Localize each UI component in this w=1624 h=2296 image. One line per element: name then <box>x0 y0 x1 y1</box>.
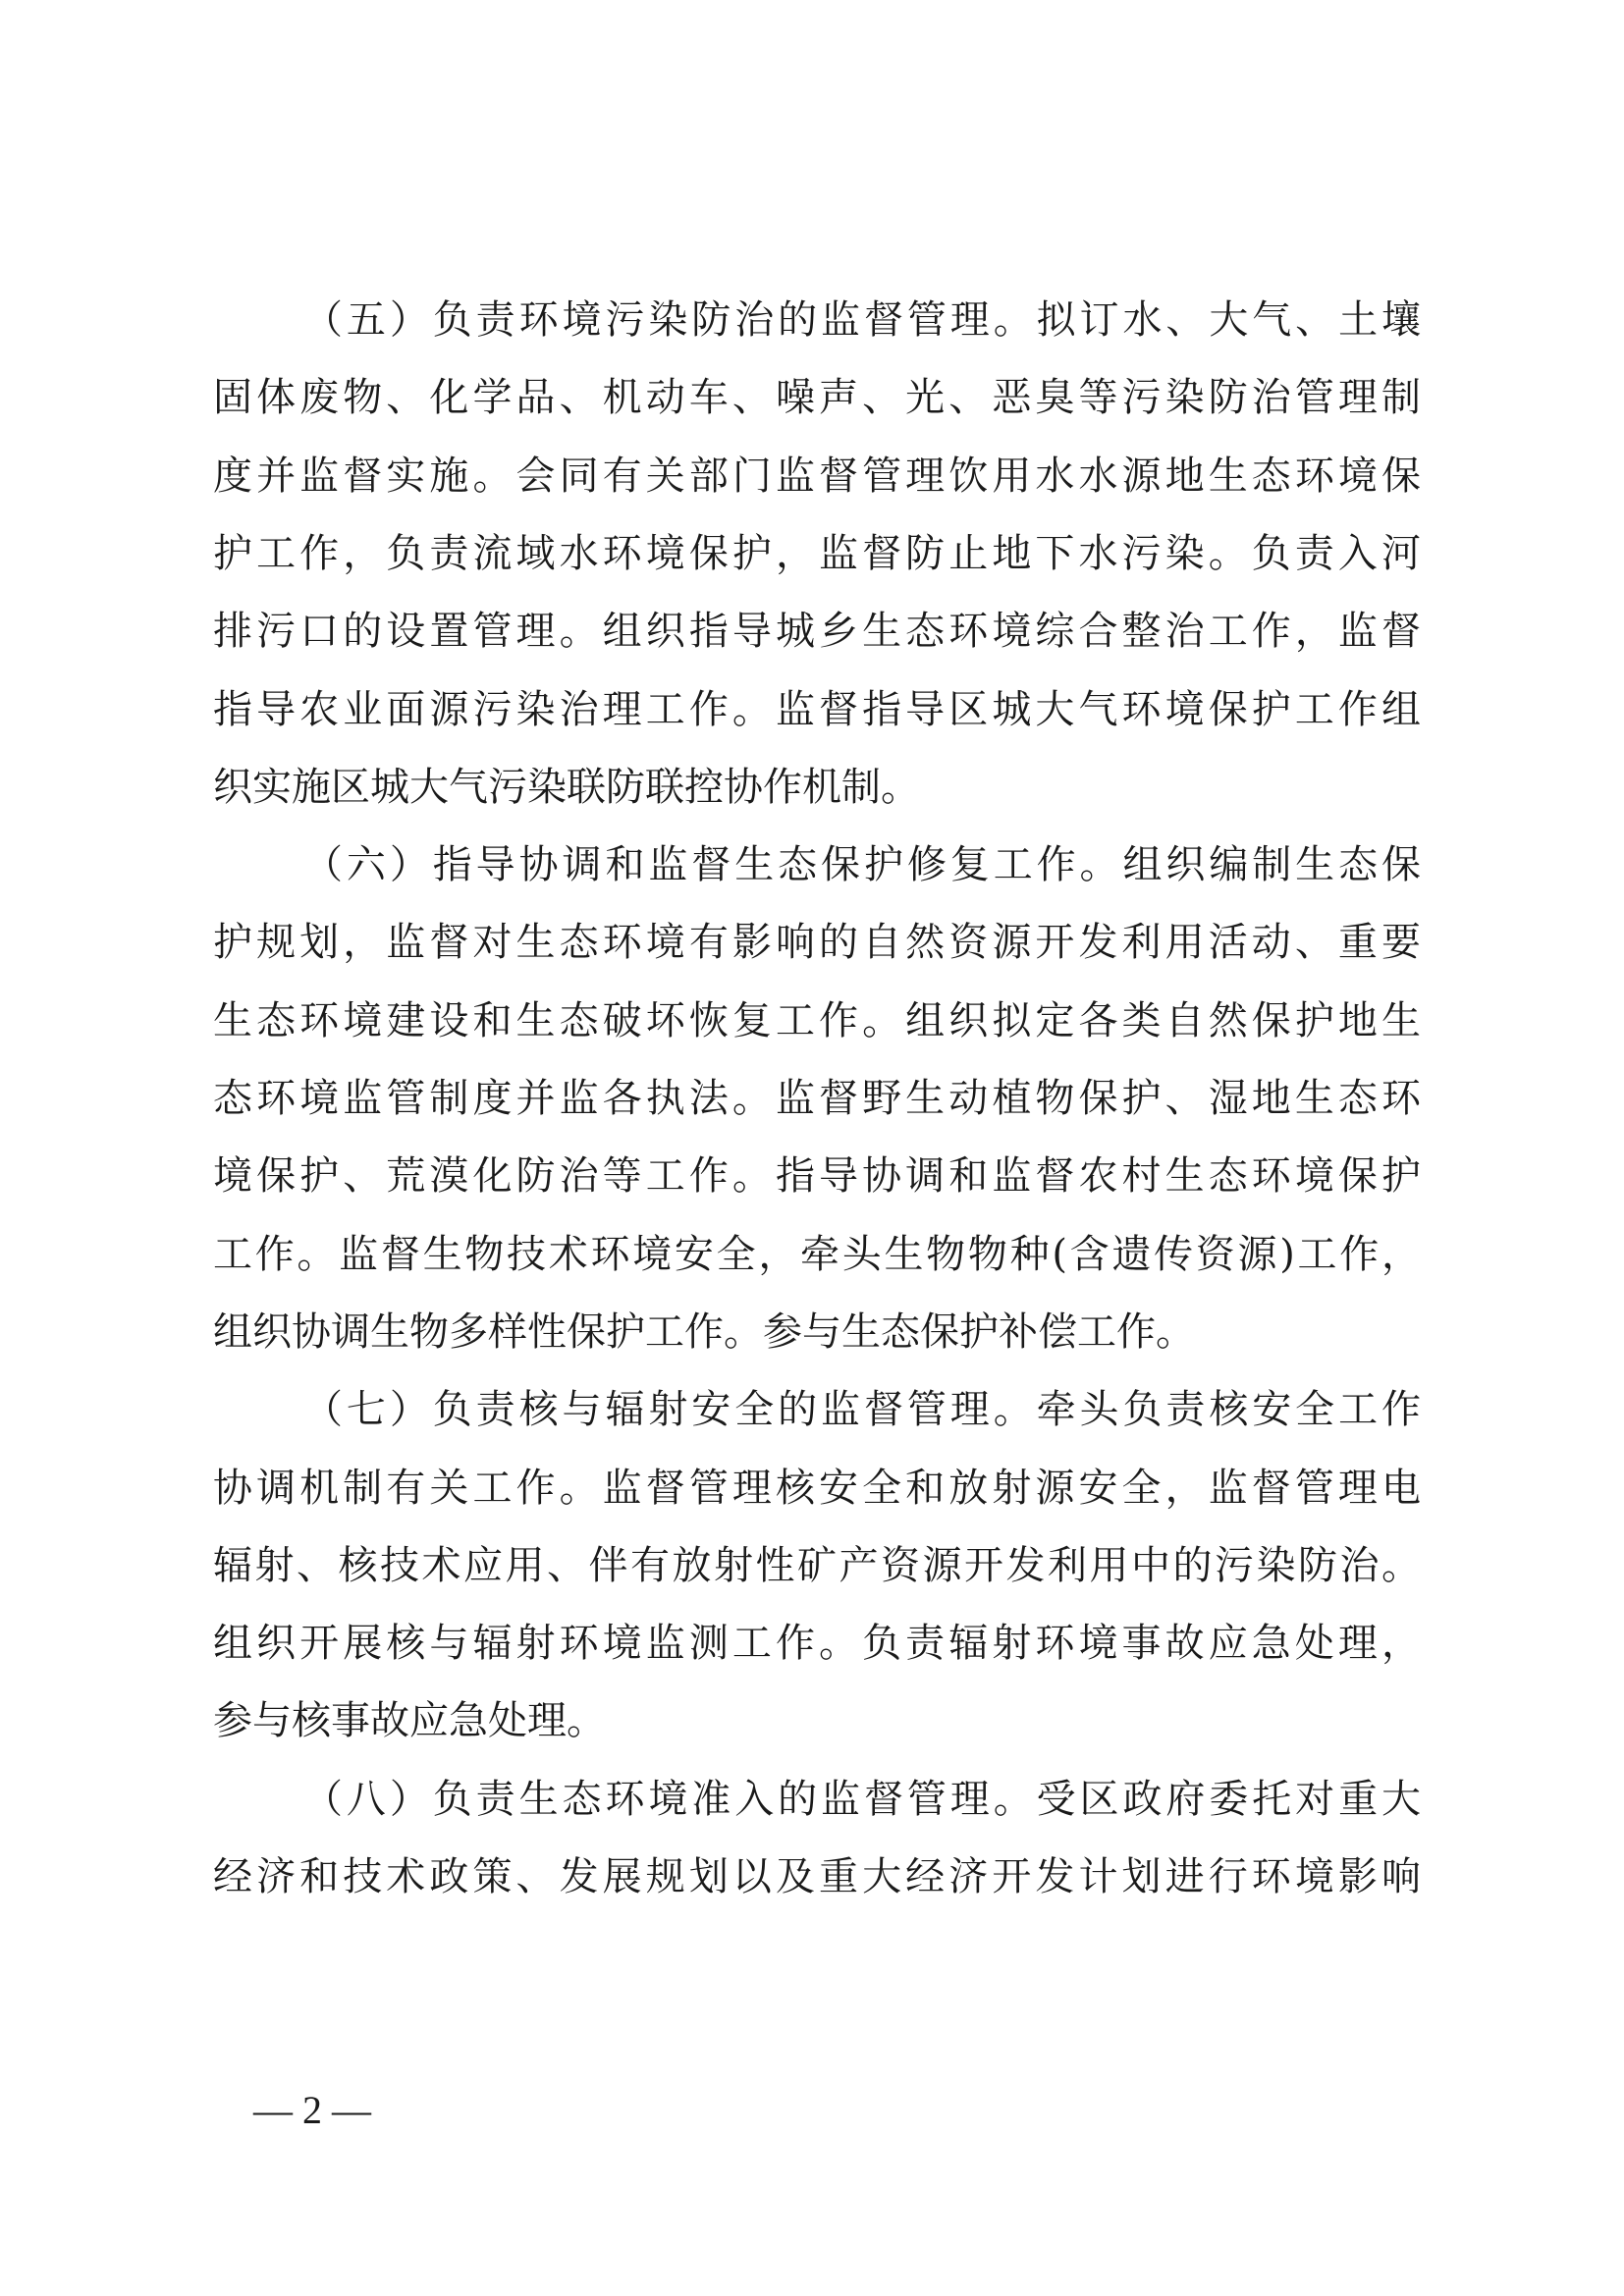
text-line: （七）负责核与辐射安全的监督管理。牵头负责核安全工作 <box>303 1387 1421 1433</box>
page-number: — 2 — <box>253 2088 371 2132</box>
text-line: 参与核事故应急处理。 <box>213 1698 606 1744</box>
text-line: 护规划，监督对生态环境有影响的自然资源开发利用活动、重要 <box>213 920 1421 966</box>
text-line: （五）负责环境污染防治的监督管理。拟订水、大气、土壤 <box>303 297 1421 343</box>
text-line: 组织开展核与辐射环境监测工作。负责辐射环境事故应急处理， <box>213 1621 1421 1667</box>
text-line: 指导农业面源污染治理工作。监督指导区城大气环境保护工作组 <box>213 686 1421 732</box>
text-line: 组织协调生物多样性保护工作。参与生态保护补偿工作。 <box>213 1308 1195 1355</box>
text-line: 工作。监督生物技术环境安全，牵头生物物种(含遗传资源)工作， <box>213 1231 1421 1277</box>
text-line: 协调机制有关工作。监督管理核安全和放射源安全，监督管理电 <box>213 1465 1421 1511</box>
text-line: 织实施区城大气污染联防联控协作机制。 <box>213 764 920 810</box>
text-line: 境保护、荒漠化防治等工作。指导协调和监督农村生态环境保护 <box>213 1153 1421 1200</box>
text-line: 态环境监管制度并监各执法。监督野生动植物保护、湿地生态环 <box>213 1076 1421 1121</box>
text-line: 护工作，负责流域水环境保护，监督防止地下水污染。负责入河 <box>213 530 1421 576</box>
text-line: 固体废物、化学品、机动车、噪声、光、恶臭等污染防治管理制 <box>213 375 1421 421</box>
text-line: （六）指导协调和监督生态保护修复工作。组织编制生态保 <box>303 842 1421 888</box>
text-line: （八）负责生态环境准入的监督管理。受区政府委托对重大 <box>303 1776 1421 1822</box>
text-line: 排污口的设置管理。组织指导城乡生态环境综合整治工作，监督 <box>213 609 1421 655</box>
text-line: 生态环境建设和生态破坏恢复工作。组织拟定各类自然保护地生 <box>213 997 1421 1043</box>
text-line: 经济和技术政策、发展规划以及重大经济开发计划进行环境影响 <box>213 1854 1421 1899</box>
text-line: 辐射、核技术应用、伴有放射性矿产资源开发利用中的污染防治。 <box>213 1542 1421 1588</box>
text-line: 度并监督实施。会同有关部门监督管理饮用水水源地生态环境保 <box>213 453 1421 499</box>
